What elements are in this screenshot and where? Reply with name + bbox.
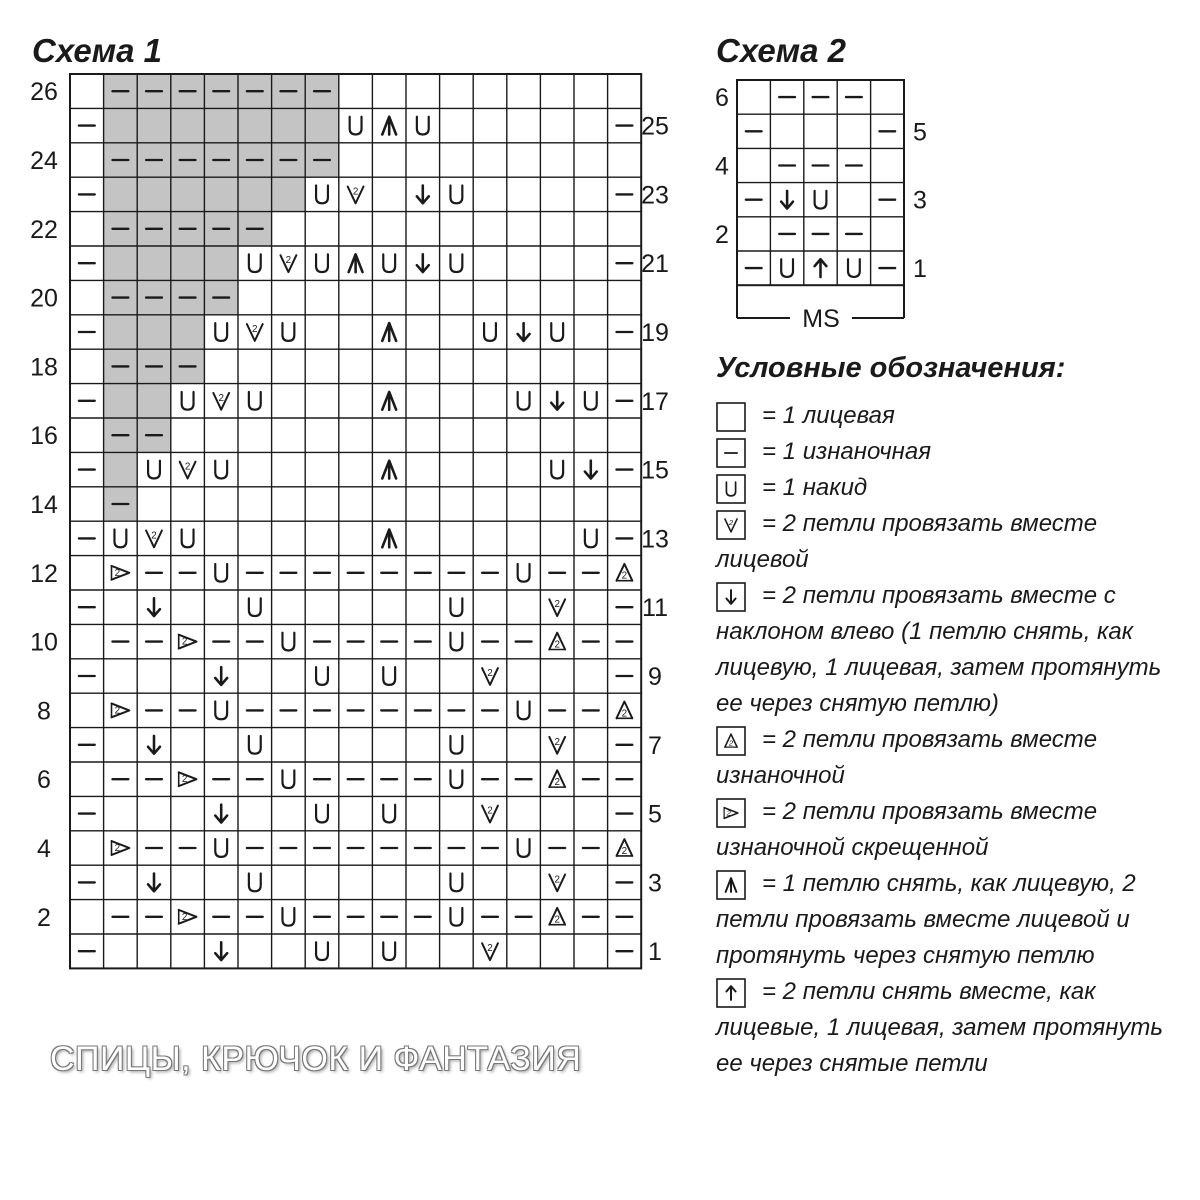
legend-text: = 2 петли снять вместе, как лицевые, 1 лицевая, затем протянуть ее через снятые петли bbox=[716, 978, 1163, 1077]
chart2-row-label-right: 1 bbox=[913, 255, 927, 284]
ssk-icon bbox=[716, 582, 746, 612]
legend-text: = 1 лицевая bbox=[762, 402, 895, 429]
chart1-row-label-right: 19 bbox=[641, 319, 669, 347]
chart1-stitch-Y bbox=[114, 530, 126, 548]
p2tog-tbl-icon bbox=[716, 798, 746, 828]
svg-text:2: 2 bbox=[554, 874, 560, 886]
chart1-row-label-left: 24 bbox=[30, 147, 58, 175]
svg-text:2: 2 bbox=[352, 186, 359, 198]
chart1-row-label-left: 12 bbox=[30, 559, 58, 588]
chart2-row-label-left: 6 bbox=[715, 84, 729, 113]
svg-text:2: 2 bbox=[554, 914, 560, 926]
svg-text:2: 2 bbox=[621, 845, 628, 857]
chart1-stitch-S bbox=[549, 770, 565, 788]
svg-text:2: 2 bbox=[726, 807, 731, 817]
chart1-stitch-Y bbox=[316, 667, 328, 685]
chart2-row-label-right: 5 bbox=[913, 118, 927, 147]
svg-text:2: 2 bbox=[554, 777, 560, 789]
chart2-lines bbox=[737, 80, 904, 285]
chart1-stitch-Y bbox=[518, 839, 530, 857]
chart1-row-label-right: 23 bbox=[641, 181, 669, 210]
legend bbox=[716, 398, 1194, 1082]
svg-text:2: 2 bbox=[728, 738, 734, 748]
chart1-stitch-S bbox=[616, 564, 632, 582]
legend-text: = 2 петли провязать вместе изнаночной bbox=[716, 726, 1098, 789]
chart2-stitch-Y bbox=[848, 259, 860, 277]
svg-text:2: 2 bbox=[487, 805, 493, 817]
chart1-stitch-Y bbox=[249, 598, 261, 616]
p2tog-icon bbox=[716, 726, 746, 756]
chart1-stitch-S bbox=[549, 908, 565, 926]
svg-text:2: 2 bbox=[621, 570, 628, 582]
chart1-stitch-Y bbox=[215, 564, 227, 582]
knit-icon bbox=[716, 402, 746, 432]
legend-item-s2kp bbox=[716, 974, 1194, 1082]
chart1-stitch-Y bbox=[450, 874, 462, 892]
chart1-row-label-right: 9 bbox=[648, 663, 662, 691]
chart1-row-label-left: 16 bbox=[30, 422, 58, 451]
chart1-stitch-K bbox=[549, 737, 565, 754]
chart1-row-label-left: 22 bbox=[30, 215, 58, 244]
chart1-stitch-S bbox=[549, 633, 565, 651]
chart1-stitch-Y bbox=[551, 461, 563, 479]
legend-text: = 1 петлю снять, как лицевую, 2 петли провязать вместе лицевой и протянуть через снятую петлю bbox=[716, 870, 1136, 969]
chart1-stitch-L bbox=[215, 942, 227, 960]
chart2-row-label-left: 4 bbox=[715, 152, 729, 181]
chart1-stitch-Y bbox=[383, 805, 395, 823]
legend-item-sk2p bbox=[716, 866, 1194, 974]
svg-text:2: 2 bbox=[114, 567, 121, 579]
svg-text:2: 2 bbox=[181, 774, 188, 786]
chart1-stitch-Y bbox=[518, 392, 530, 410]
chart1-stitch-Y bbox=[249, 736, 261, 754]
chart1-stitch-L bbox=[148, 598, 160, 616]
chart2-stitch-Y bbox=[781, 259, 793, 277]
chart1-stitch-L bbox=[148, 874, 160, 892]
chart1-row-label-right: 11 bbox=[642, 594, 668, 623]
legend-item-ssk bbox=[716, 578, 1194, 722]
legend-text: = 1 изнаночная bbox=[762, 438, 932, 465]
chart2-symbols bbox=[746, 97, 895, 277]
chart1-stitch-Y bbox=[383, 942, 395, 960]
chart1-stitch-K bbox=[180, 462, 196, 479]
legend-item-p2tog-tbl bbox=[716, 794, 1194, 866]
chart1-stitch-L bbox=[215, 805, 227, 823]
chart1-title: Схема 1 bbox=[32, 32, 163, 69]
chart1-stitch-Y bbox=[282, 770, 294, 788]
yarnover-icon bbox=[716, 474, 746, 504]
svg-text:2: 2 bbox=[621, 708, 628, 720]
chart1-stitch-L bbox=[585, 461, 597, 479]
legend-item-k2tog bbox=[716, 506, 1194, 578]
chart1-row-label-right: 21 bbox=[641, 250, 669, 279]
sk2p-icon bbox=[716, 870, 746, 900]
chart1-stitch-Y bbox=[282, 633, 294, 651]
chart1-row-label-right: 1 bbox=[648, 938, 662, 967]
chart1-stitch-K bbox=[549, 874, 565, 891]
chart1-row-label-right: 3 bbox=[648, 869, 662, 898]
chart1-row-label-right: 15 bbox=[641, 456, 669, 485]
chart1-row-label-right: 5 bbox=[648, 800, 662, 829]
chart2-stitch-Y bbox=[815, 191, 827, 209]
svg-text:2: 2 bbox=[252, 324, 258, 335]
chart1-stitch-Y bbox=[450, 736, 462, 754]
s2kp-icon bbox=[716, 978, 746, 1008]
chart1-stitch-L bbox=[551, 392, 563, 410]
svg-text:2: 2 bbox=[218, 392, 224, 404]
chart1-stitch-R bbox=[112, 841, 130, 855]
legend-text: = 2 петли провязать вместе изнаночной скрещенной bbox=[716, 798, 1098, 861]
chart1-stitch-Y bbox=[215, 461, 227, 479]
chart1-stitch-Y bbox=[249, 874, 261, 892]
chart1-stitch-S bbox=[616, 839, 632, 857]
legend-item-yarnover bbox=[716, 470, 1194, 506]
k2tog-icon bbox=[716, 510, 746, 540]
chart1-stitch-Y bbox=[215, 702, 227, 720]
ms-label: MS bbox=[802, 305, 840, 333]
chart1-stitch-L bbox=[148, 736, 160, 754]
legend-title: Условные обозначения: bbox=[716, 352, 1066, 384]
svg-text:2: 2 bbox=[487, 668, 493, 679]
chart1-stitch-K bbox=[482, 668, 498, 685]
chart1-stitch-Y bbox=[450, 598, 462, 616]
chart2-grid bbox=[0, 0, 1200, 360]
chart1-stitch-Y bbox=[585, 392, 597, 410]
chart2-row-label-left: 2 bbox=[715, 220, 729, 249]
chart1-stitch-S bbox=[616, 702, 632, 720]
svg-text:2: 2 bbox=[181, 636, 188, 648]
chart1-stitch-K bbox=[482, 943, 498, 960]
svg-text:2: 2 bbox=[554, 736, 560, 748]
chart1-stitch-A bbox=[382, 392, 396, 410]
chart1-row-label-left: 4 bbox=[37, 835, 51, 863]
chart1-row-label-left: 20 bbox=[30, 284, 58, 313]
svg-text:2: 2 bbox=[181, 911, 188, 923]
legend-item-knit bbox=[716, 398, 1194, 434]
svg-text:2: 2 bbox=[114, 842, 121, 854]
svg-text:2: 2 bbox=[114, 705, 121, 717]
legend-text: = 1 накид bbox=[762, 474, 868, 501]
svg-text:2: 2 bbox=[728, 517, 734, 527]
chart1-stitch-Y bbox=[316, 942, 328, 960]
svg-text:2: 2 bbox=[487, 943, 493, 955]
chart1-stitch-L bbox=[215, 667, 227, 685]
legend-text: = 2 петли провязать вместе лицевой bbox=[716, 510, 1098, 573]
chart1-stitch-A bbox=[382, 530, 396, 548]
watermark: СПИЦЫ, КРЮЧОК И ФАНТАЗИЯ bbox=[50, 1040, 582, 1078]
chart1-stitch-Y bbox=[249, 392, 261, 410]
chart1-stitch-R bbox=[179, 635, 197, 649]
chart1-stitch-Y bbox=[518, 564, 530, 582]
chart1-stitch-Y bbox=[585, 530, 597, 548]
svg-text:2: 2 bbox=[554, 599, 560, 611]
chart1-stitch-Y bbox=[182, 530, 194, 548]
chart1-row-label-left: 2 bbox=[37, 903, 51, 932]
chart1-stitch-K bbox=[482, 806, 498, 823]
chart1-row-label-left: 18 bbox=[30, 353, 58, 382]
chart2-row-label-right: 3 bbox=[913, 186, 927, 215]
chart1-stitch-Y bbox=[148, 461, 160, 479]
chart1-row-label-right: 7 bbox=[648, 731, 662, 760]
svg-text:2: 2 bbox=[151, 530, 157, 542]
chart1-stitch-Y bbox=[383, 667, 395, 685]
chart1-row-label-right: 13 bbox=[641, 525, 669, 554]
chart1-stitch-K bbox=[146, 530, 162, 547]
svg-text:2: 2 bbox=[184, 461, 191, 473]
chart2-title: Схема 2 bbox=[716, 32, 847, 69]
chart1-row-label-left: 6 bbox=[37, 766, 51, 795]
chart1-stitch-Y bbox=[450, 908, 462, 926]
legend-text: = 2 петли провязать вместе с наклоном влево (1 петлю снять, как лицевую, 1 лицевая, затем протянуть ее через снятую петлю) bbox=[716, 582, 1162, 717]
legend-item-purl bbox=[716, 434, 1194, 470]
chart1-row-label-right: 25 bbox=[641, 112, 669, 141]
chart1-stitch-Y bbox=[182, 392, 194, 410]
legend-item-p2tog bbox=[716, 722, 1194, 794]
chart2-stitch-L bbox=[781, 191, 793, 209]
chart1-stitch-R bbox=[179, 910, 197, 924]
chart1-stitch-Y bbox=[518, 702, 530, 720]
chart2-stitch-U bbox=[815, 259, 827, 277]
chart1-stitch-K bbox=[213, 393, 229, 410]
svg-text:2: 2 bbox=[285, 255, 292, 267]
chart1-row-label-left: 10 bbox=[30, 628, 58, 657]
chart1-stitch-R bbox=[112, 703, 130, 717]
chart1-stitch-Y bbox=[316, 805, 328, 823]
chart1-stitch-Y bbox=[215, 839, 227, 857]
chart1-stitch-Y bbox=[450, 633, 462, 651]
chart1-row-label-right: 17 bbox=[641, 387, 669, 416]
chart1-stitch-R bbox=[112, 566, 130, 580]
chart1-stitch-Y bbox=[450, 770, 462, 788]
svg-text:2: 2 bbox=[554, 639, 560, 651]
chart1-stitch-R bbox=[179, 772, 197, 786]
chart1-row-label-left: 26 bbox=[30, 78, 58, 107]
purl-icon bbox=[716, 438, 746, 468]
chart1-stitch-A bbox=[382, 461, 396, 479]
chart1-row-label-left: 14 bbox=[30, 491, 58, 519]
chart1-stitch-Y bbox=[282, 908, 294, 926]
chart1-row-label-left: 8 bbox=[37, 697, 51, 726]
chart1-stitch-K bbox=[549, 599, 565, 616]
